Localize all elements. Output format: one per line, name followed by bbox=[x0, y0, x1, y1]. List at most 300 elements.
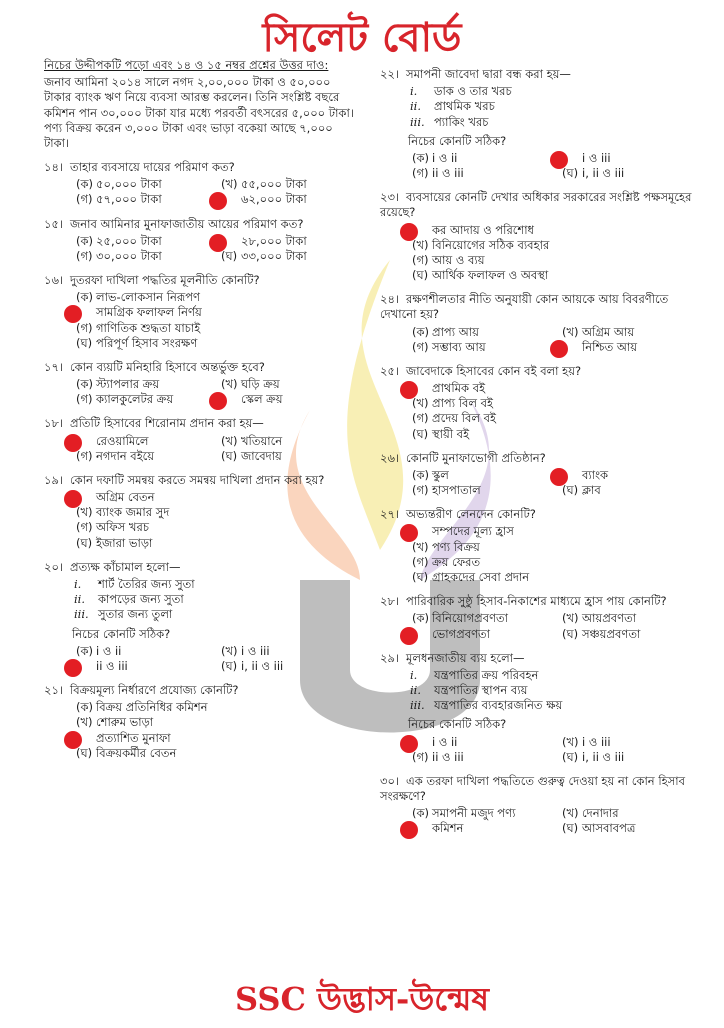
option-list bbox=[408, 223, 700, 284]
question bbox=[380, 774, 700, 837]
option-text: সঞ্চয়প্রবণতা bbox=[582, 626, 641, 641]
answer-option[interactable] bbox=[408, 268, 700, 283]
option-text: ২৮,০০০ টাকা bbox=[241, 233, 307, 248]
question bbox=[44, 160, 354, 208]
answer-option[interactable] bbox=[217, 377, 354, 392]
question bbox=[44, 217, 354, 265]
option-list bbox=[408, 524, 700, 585]
option-text: কমিশন bbox=[432, 821, 464, 836]
question-text: কোনটি মুনাফাভোগী প্রতিষ্ঠান? bbox=[406, 450, 546, 465]
page-footer: SSC উদ্ভাস-উন্মেষ bbox=[235, 980, 489, 1018]
option-label: (ক) bbox=[76, 643, 94, 658]
question-number: ২৩। bbox=[380, 190, 400, 205]
option-text: প্রত্যাশিত মুনাফা bbox=[96, 730, 171, 745]
answer-option[interactable] bbox=[408, 821, 550, 836]
answer-option[interactable] bbox=[408, 468, 550, 483]
option-text: গাণিতিক শুদ্ধতা যাচাই bbox=[96, 320, 201, 335]
question bbox=[44, 560, 354, 674]
question bbox=[44, 360, 354, 408]
question-text: প্রতিটি হিসাবের শিরোনাম প্রদান করা হয়— bbox=[70, 416, 264, 431]
question-text: কোন ব্যয়টি মনিহারি হিসাবে অন্তর্ভুক্ত হবে? bbox=[70, 359, 265, 374]
option-label: (ক) bbox=[412, 806, 430, 821]
answer-option[interactable] bbox=[408, 806, 550, 821]
answer-option[interactable] bbox=[217, 434, 354, 449]
option-label: (ঘ) bbox=[76, 335, 93, 350]
option-label: (ঘ) bbox=[412, 268, 429, 283]
option-text: স্কেল ক্রয় bbox=[241, 392, 283, 407]
option-label: (গ) bbox=[412, 166, 429, 181]
option-text: বিনিয়োগের সঠিক ব্যবহার bbox=[432, 237, 550, 252]
option-text: i ও iii bbox=[241, 643, 270, 658]
answer-option[interactable] bbox=[408, 570, 700, 585]
statement-roman: iii. bbox=[410, 698, 425, 713]
option-text: ৫৫,০০০ টাকা bbox=[241, 177, 307, 192]
option-text: অগ্রিম আয় bbox=[582, 324, 635, 339]
statement-text: শার্ট তৈরির জন্য সুতা bbox=[98, 576, 195, 591]
answer-option[interactable] bbox=[558, 340, 700, 355]
question bbox=[380, 364, 700, 442]
option-text: বিনিয়োগপ্রবণতা bbox=[432, 611, 509, 626]
option-text: i, ii ও iii bbox=[582, 749, 625, 764]
statement-roman: iii. bbox=[74, 607, 89, 622]
answer-option[interactable] bbox=[72, 520, 354, 535]
stimulus-instruction: নিচের উদ্দীপকটি পড়ো এবং ১৪ ও ১৫ নম্বর প্রশ্নের উত্তর দাও: bbox=[44, 58, 329, 72]
option-label: (গ) bbox=[76, 520, 93, 535]
statement-text: ডাক ও তার খরচ bbox=[434, 84, 512, 99]
question bbox=[380, 507, 700, 585]
answer-option[interactable] bbox=[558, 750, 700, 765]
question-header bbox=[44, 273, 354, 288]
option-text: সম্ভাব্য আয় bbox=[432, 339, 486, 354]
answer-option[interactable] bbox=[72, 659, 209, 674]
answer-option[interactable] bbox=[408, 166, 550, 181]
question-header bbox=[44, 416, 354, 431]
answer-option[interactable] bbox=[408, 555, 700, 570]
option-list bbox=[72, 434, 354, 464]
answer-option[interactable] bbox=[72, 490, 354, 505]
option-list bbox=[408, 806, 700, 836]
option-text: i, ii ও iii bbox=[582, 166, 625, 181]
answer-option[interactable] bbox=[408, 381, 700, 396]
option-label: (ঘ) bbox=[562, 166, 579, 181]
option-list bbox=[408, 735, 700, 765]
statement-item bbox=[410, 698, 700, 713]
statement-item bbox=[74, 607, 354, 622]
question-text: প্রত্যক্ষ কাঁচামাল হলো— bbox=[70, 559, 181, 574]
answer-option[interactable] bbox=[217, 234, 354, 249]
answer-option[interactable] bbox=[408, 611, 550, 626]
question-header bbox=[380, 594, 700, 609]
option-text: খতিয়ানে bbox=[241, 433, 283, 448]
question-number: ২৪। bbox=[380, 292, 400, 307]
option-list bbox=[408, 325, 700, 355]
answer-option[interactable] bbox=[72, 321, 354, 336]
question-number: ১৭। bbox=[44, 359, 64, 374]
statement-text: প্রাথমিক খরচ bbox=[434, 99, 495, 114]
answer-option[interactable] bbox=[72, 644, 209, 659]
answer-option[interactable] bbox=[408, 524, 700, 539]
sub-question: নিচের কোনটি সঠিক? bbox=[408, 717, 507, 732]
option-text: জাবেদায় bbox=[241, 448, 282, 463]
answer-option[interactable] bbox=[558, 151, 700, 166]
question-number: ১৯। bbox=[44, 472, 64, 487]
option-label: (খ) bbox=[412, 539, 429, 554]
question-text: বিক্রয়মূল্য নির্ধারণে প্রযোজ্য কোনটি? bbox=[70, 683, 239, 698]
question-number: ২৭। bbox=[380, 507, 400, 522]
answer-option[interactable] bbox=[72, 731, 354, 746]
option-label: (খ) bbox=[221, 177, 238, 192]
question-text: তাহার ব্যবসায়ে দায়ের পরিমাণ কত? bbox=[70, 160, 235, 175]
option-label: (খ) bbox=[562, 806, 579, 821]
option-label: (খ) bbox=[562, 611, 579, 626]
option-label: (খ) bbox=[221, 433, 238, 448]
option-label: (গ) bbox=[412, 252, 429, 267]
question-number: ১৮। bbox=[44, 416, 64, 431]
option-text: আসবাবপত্র bbox=[582, 821, 636, 836]
option-label: (ঘ) bbox=[76, 535, 93, 550]
option-label: (খ) bbox=[412, 237, 429, 252]
question bbox=[44, 273, 354, 351]
answer-option[interactable] bbox=[558, 627, 700, 642]
option-text: প্রাপ্য আয় bbox=[432, 324, 479, 339]
answer-option[interactable] bbox=[558, 325, 700, 340]
answer-option[interactable] bbox=[72, 177, 209, 192]
option-label: (গ) bbox=[76, 448, 93, 463]
option-text: ৩৩,০০০ টাকা bbox=[241, 248, 307, 263]
option-text: অগ্রিম বেতন bbox=[96, 490, 155, 505]
option-text: সমাপনী মজুদ পণ্য bbox=[432, 806, 516, 821]
option-list bbox=[72, 644, 354, 674]
option-text: বিক্রয় প্রতিনিধির কমিশন bbox=[96, 700, 208, 715]
option-label: (গ) bbox=[76, 192, 93, 207]
option-label: (ক) bbox=[76, 700, 94, 715]
answer-option[interactable] bbox=[72, 700, 354, 715]
right-column bbox=[380, 58, 700, 837]
option-text: ঘড়ি ক্রয় bbox=[241, 377, 280, 392]
statement-item bbox=[410, 99, 700, 114]
option-text: কর আদায় ও পরিশোধ bbox=[432, 222, 534, 237]
option-list bbox=[408, 468, 700, 498]
option-text: ব্যাংক জমার সুদ bbox=[96, 505, 170, 520]
answer-option[interactable] bbox=[72, 434, 209, 449]
option-text: ৬২,০০০ টাকা bbox=[241, 192, 307, 207]
option-label: (ঘ) bbox=[412, 426, 429, 441]
option-text: প্রাথমিক বই bbox=[432, 381, 486, 396]
option-label: (ক) bbox=[76, 233, 94, 248]
answer-option[interactable] bbox=[408, 396, 700, 411]
question-header bbox=[380, 67, 700, 82]
option-text: লাভ-লোকসান নিরূপণ bbox=[96, 290, 200, 305]
answer-option[interactable] bbox=[558, 166, 700, 181]
question-text: মূলধনজাতীয় ব্যয় হলো— bbox=[406, 650, 525, 665]
stimulus-block bbox=[44, 58, 354, 151]
answer-option[interactable] bbox=[72, 249, 209, 264]
answer-option[interactable] bbox=[408, 223, 700, 238]
question-number: ২১। bbox=[44, 683, 64, 698]
option-label: (ঘ) bbox=[562, 483, 579, 498]
question bbox=[44, 683, 354, 761]
option-text: স্থায়ী বই bbox=[432, 426, 470, 441]
option-text: ii ও iii bbox=[432, 166, 464, 181]
question-text: কোন দফাটি সমন্বয় করতে সমন্বয় দাখিলা প্রদান করা হয়? bbox=[70, 472, 325, 487]
answer-mark-dot bbox=[550, 340, 568, 358]
option-label: (ঘ) bbox=[76, 745, 93, 760]
question bbox=[44, 473, 354, 551]
question bbox=[44, 416, 354, 464]
answer-option[interactable] bbox=[72, 715, 354, 730]
option-label: (খ) bbox=[562, 324, 579, 339]
option-label: (খ) bbox=[221, 643, 238, 658]
option-list bbox=[408, 611, 700, 641]
option-text: নিশ্চিত আয় bbox=[582, 339, 638, 354]
option-label: (খ) bbox=[76, 505, 93, 520]
statement-text: সুতার জন্য তুলা bbox=[98, 607, 173, 622]
question bbox=[380, 292, 700, 355]
answer-option[interactable] bbox=[72, 392, 209, 407]
option-text: আয় ও ব্যয় bbox=[432, 252, 485, 267]
option-label: (গ) bbox=[412, 483, 429, 498]
option-text: ক্যালকুলেটর ক্রয় bbox=[96, 392, 174, 407]
option-label: (ঘ) bbox=[221, 658, 238, 673]
option-label: (গ) bbox=[412, 411, 429, 426]
statement-text: যন্ত্রপাতির স্থাপন ব্যয় bbox=[434, 683, 528, 698]
option-list bbox=[408, 381, 700, 442]
statement-roman: ii. bbox=[74, 592, 86, 607]
option-text: প্রাপ্য বিল বই bbox=[432, 396, 494, 411]
answer-option[interactable] bbox=[217, 392, 354, 407]
question-header bbox=[44, 560, 354, 575]
answer-option[interactable] bbox=[408, 735, 550, 750]
question bbox=[380, 67, 700, 181]
option-label: (ঘ) bbox=[221, 248, 238, 263]
question-number: ২২। bbox=[380, 67, 400, 81]
question-text: জাবেদাকে হিসাবের কোন বই বলা হয়? bbox=[406, 363, 582, 378]
option-label: (ঘ) bbox=[562, 821, 579, 836]
answer-mark-dot bbox=[209, 192, 227, 210]
statement-roman: iii. bbox=[410, 114, 425, 129]
question-text: অভ্যন্তরীণ লেনদেন কোনটি? bbox=[406, 507, 536, 522]
option-list bbox=[72, 234, 354, 264]
option-text: পরিপূর্ণ হিসাব সংরক্ষণ bbox=[96, 335, 198, 350]
question-number: ২০। bbox=[44, 559, 64, 574]
answer-option[interactable] bbox=[72, 336, 354, 351]
sub-question: নিচের কোনটি সঠিক? bbox=[72, 626, 171, 641]
statement-text: প্যাকিং খরচ bbox=[434, 114, 489, 129]
question bbox=[380, 190, 700, 283]
answer-option[interactable] bbox=[558, 468, 700, 483]
question-number: ২৯। bbox=[380, 650, 400, 665]
question-number: ২৮। bbox=[380, 594, 400, 609]
answer-option[interactable] bbox=[72, 505, 354, 520]
option-label: (গ) bbox=[412, 749, 429, 764]
option-text: ৩০,০০০ টাকা bbox=[96, 248, 162, 263]
question-header bbox=[380, 507, 700, 522]
option-text: i ও iii bbox=[582, 150, 611, 165]
question-text: সমাপনী জাবেদা দ্বারা বন্ধ করা হয়— bbox=[406, 67, 571, 81]
option-list bbox=[408, 151, 700, 181]
answer-option[interactable] bbox=[217, 644, 354, 659]
option-text: পণ্য বিক্রয় bbox=[432, 539, 480, 554]
answer-option[interactable] bbox=[217, 659, 354, 674]
question-text: জনাব আমিনার মুনাফাজাতীয় আয়ের পরিমাণ কত? bbox=[70, 216, 304, 231]
statement-item bbox=[410, 668, 700, 683]
question-header bbox=[380, 292, 700, 322]
option-label: (ঘ) bbox=[412, 569, 429, 584]
question-header bbox=[380, 364, 700, 379]
answer-mark-dot bbox=[209, 392, 227, 410]
question-number: ১৬। bbox=[44, 273, 64, 288]
question-header bbox=[380, 190, 700, 220]
answer-option[interactable] bbox=[72, 449, 209, 464]
option-text: আর্থিক ফলাফল ও অবস্থা bbox=[432, 268, 549, 283]
option-label: (গ) bbox=[76, 320, 93, 335]
option-text: i ও ii bbox=[432, 150, 458, 165]
option-text: ii ও iii bbox=[432, 749, 464, 764]
option-text: i ও iii bbox=[582, 734, 611, 749]
answer-option[interactable] bbox=[217, 192, 354, 207]
option-label: (খ) bbox=[562, 734, 579, 749]
statement-roman: ii. bbox=[410, 99, 422, 114]
option-label: (ক) bbox=[76, 290, 94, 305]
option-label: (গ) bbox=[412, 554, 429, 569]
sub-question: নিচের কোনটি সঠিক? bbox=[408, 133, 507, 148]
question bbox=[380, 651, 700, 765]
answer-mark-dot bbox=[64, 659, 82, 677]
answer-option[interactable] bbox=[408, 627, 550, 642]
statement-item bbox=[410, 84, 700, 99]
option-list bbox=[72, 490, 354, 551]
answer-option[interactable] bbox=[408, 238, 700, 253]
question-text: পারিবারিক সুষ্ঠু হিসাব-নিকাশের মাধ্যমে হ্রাস পায় কোনটি? bbox=[406, 594, 667, 609]
question bbox=[380, 594, 700, 642]
option-text: ইজারা ভাড়া bbox=[96, 535, 153, 550]
statement-roman: i. bbox=[410, 667, 418, 682]
statement-item bbox=[410, 683, 700, 698]
question-header bbox=[44, 473, 354, 488]
question-number: ১৪। bbox=[44, 160, 64, 175]
option-text: আয়প্রবণতা bbox=[582, 611, 637, 626]
statement-roman: ii. bbox=[410, 683, 422, 698]
answer-option[interactable] bbox=[72, 290, 354, 305]
statement-text: যন্ত্রপাতির ক্রয় পরিবহন bbox=[434, 667, 539, 682]
answer-option[interactable] bbox=[217, 449, 354, 464]
option-text: i ও ii bbox=[432, 734, 458, 749]
answer-option[interactable] bbox=[72, 192, 209, 207]
answer-mark-dot bbox=[400, 627, 418, 645]
option-text: স্কুল bbox=[432, 467, 449, 482]
question-header bbox=[44, 683, 354, 698]
option-text: ক্রয় ফেরত bbox=[432, 554, 481, 569]
answer-option[interactable] bbox=[408, 427, 700, 442]
option-text: ক্লাব bbox=[582, 483, 601, 498]
option-list bbox=[72, 290, 354, 351]
question-header bbox=[44, 360, 354, 375]
option-label: (ঘ) bbox=[221, 448, 238, 463]
option-label: (খ) bbox=[412, 396, 429, 411]
statement-item bbox=[74, 592, 354, 607]
question-text: দুতরফা দাখিলা পদ্ধতির মূলনীতি কোনটি? bbox=[70, 273, 260, 288]
answer-option[interactable] bbox=[558, 611, 700, 626]
question-text: রক্ষণশীলতার নীতি অনুযায়ী কোন আয়কে আয় বিবরণীতে দেখানো হয়? bbox=[380, 292, 669, 322]
option-label: (খ) bbox=[221, 377, 238, 392]
option-label: (ঘ) bbox=[562, 626, 579, 641]
answer-option[interactable] bbox=[408, 325, 550, 340]
statement-roman: i. bbox=[410, 84, 418, 99]
answer-option[interactable] bbox=[558, 806, 700, 821]
question-number: ২৫। bbox=[380, 363, 400, 378]
question-header bbox=[380, 651, 700, 666]
answer-option[interactable] bbox=[558, 483, 700, 498]
question bbox=[380, 451, 700, 499]
option-text: গ্রাহকদের সেবা প্রদান bbox=[432, 569, 530, 584]
answer-option[interactable] bbox=[72, 234, 209, 249]
option-text: শোরুম ভাড়া bbox=[96, 715, 154, 730]
option-label: (ক) bbox=[412, 611, 430, 626]
option-list bbox=[72, 177, 354, 207]
option-text: অফিস খরচ bbox=[96, 520, 149, 535]
question-header bbox=[44, 217, 354, 232]
option-label: (ক) bbox=[412, 467, 430, 482]
answer-option[interactable] bbox=[217, 249, 354, 264]
option-label: (গ) bbox=[412, 339, 429, 354]
question-header bbox=[380, 451, 700, 466]
option-list bbox=[72, 377, 354, 407]
statement-roman: i. bbox=[74, 576, 82, 591]
answer-option[interactable] bbox=[72, 746, 354, 761]
statement-item bbox=[410, 115, 700, 130]
answer-option[interactable] bbox=[72, 536, 354, 551]
answer-option[interactable] bbox=[558, 735, 700, 750]
question-text: ব্যবসায়ের কোনটি দেখার অধিকার সরকারের সংশ্লিষ্ট পক্ষসমূহের রয়েছে? bbox=[380, 190, 692, 220]
answer-option[interactable] bbox=[217, 177, 354, 192]
left-column bbox=[44, 58, 354, 761]
option-label: (ক) bbox=[412, 150, 430, 165]
statement-list bbox=[74, 577, 354, 623]
answer-option[interactable] bbox=[408, 151, 550, 166]
stimulus-text: জনাব আমিনা ২০১৪ সালে নগদ ২,০০,০০০ টাকা ও ৫০,০০০ টাকার ব্যাংক ঋণ নিয়ে ব্যবসা আরম্ভ করলেন। তিনি সংশ্লিষ্ট বছরে কমিশন পান ৩০,০০০ টাকা যার মধ্যে পরবর্তী বৎসরের ৫,০০০ টাকা। পণ্য বিক্রয় করেন ৩,০০০ টাকা এবং ভাড়া বকেয়া আছে ৭,০০০ টাকা। bbox=[44, 75, 354, 150]
option-text: ii ও iii bbox=[96, 658, 128, 673]
option-label: (ঘ) bbox=[562, 749, 579, 764]
answer-option[interactable] bbox=[72, 377, 209, 392]
answer-option[interactable] bbox=[408, 253, 700, 268]
option-text: সামগ্রিক ফলাফল নির্ণয় bbox=[96, 305, 202, 320]
option-label: (গ) bbox=[76, 392, 93, 407]
question-header bbox=[380, 774, 700, 804]
statement-text: কাপড়ের জন্য সুতা bbox=[98, 592, 184, 607]
question-text: এক তরফা দাখিলা পদ্ধতিতে গুরুত্ব দেওয়া হয় না কোন হিসাব সংরক্ষণে? bbox=[380, 773, 685, 804]
statement-list bbox=[410, 84, 700, 130]
option-text: সম্পদের মূল্য হ্রাস bbox=[432, 524, 514, 539]
page-title: সিলেট বোর্ড bbox=[262, 14, 462, 61]
answer-option[interactable] bbox=[408, 411, 700, 426]
answer-option[interactable] bbox=[72, 305, 354, 320]
option-text: প্রদেয় বিল বই bbox=[432, 411, 496, 426]
statement-item bbox=[74, 577, 354, 592]
answer-option[interactable] bbox=[408, 340, 550, 355]
question-number: ৩০। bbox=[380, 773, 400, 788]
answer-option[interactable] bbox=[408, 483, 550, 498]
answer-option[interactable] bbox=[408, 750, 550, 765]
answer-option[interactable] bbox=[558, 821, 700, 836]
option-text: ভোগপ্রবণতা bbox=[432, 626, 491, 641]
option-text: ২৫,০০০ টাকা bbox=[96, 233, 162, 248]
answer-option[interactable] bbox=[408, 540, 700, 555]
option-text: রেওয়ামিলে bbox=[96, 433, 149, 448]
question-number: ২৬। bbox=[380, 450, 400, 465]
question-number: ১৫। bbox=[44, 216, 64, 231]
option-label: (খ) bbox=[76, 715, 93, 730]
option-text: i, ii ও iii bbox=[241, 658, 284, 673]
